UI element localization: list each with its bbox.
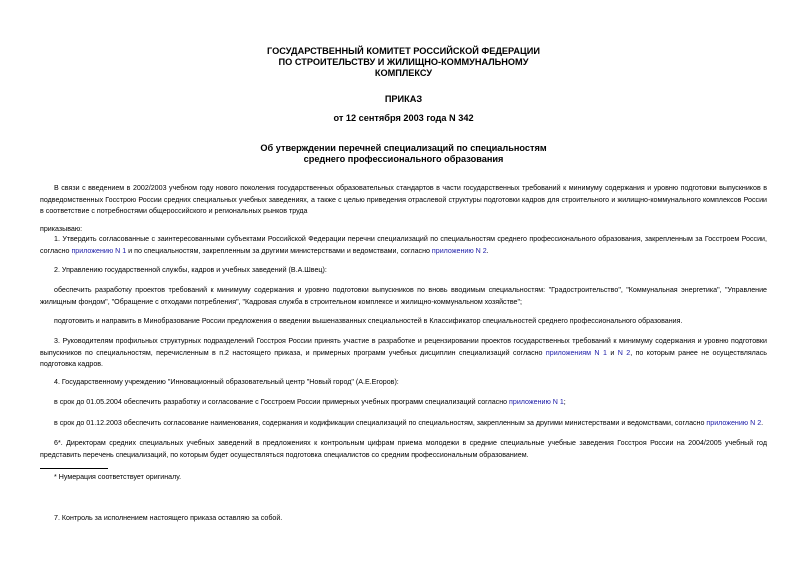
item-3-text-c: , по которым ранее не осуществлялась подготовка кадров.: [40, 348, 767, 369]
item-2-paragraph: 2. Управлению государственной службы, кадров и учебных заведений (В.А.Швец):: [54, 266, 327, 274]
item-4a-text-a: в срок до 01.05.2004 обеспечить разработку и согласование с Госстроем России примерных учебных программ специализаций согласно: [54, 398, 510, 406]
item-4b-text-b: .: [761, 419, 764, 427]
item-4-paragraph: 4. Государственному учреждению "Инновационный образовательный центр "Новый город" (А.Е.Егоров):: [54, 378, 399, 386]
appendix-1-link[interactable]: приложению N 1: [71, 246, 127, 255]
document-date: от 12 сентября 2003 года N 342: [333, 113, 474, 123]
item-4b-appendix-2-link[interactable]: приложению N 2: [706, 419, 762, 427]
issuing-organization: [150, 46, 657, 79]
appendix-n2-link[interactable]: N 2: [617, 348, 631, 357]
org-line-1: ГОСУДАРСТВЕННЫЙ КОМИТЕТ РОССИЙСКОЙ ФЕДЕРАЦИИ: [267, 46, 540, 56]
item-3-text-b: и: [606, 348, 618, 357]
appendices-1-link[interactable]: приложениям N 1: [545, 348, 607, 357]
item-4a-paragraph: [40, 397, 767, 409]
subject-line-1: Об утверждении перечней специализаций по специальностям: [260, 143, 547, 153]
footnote-text: * Нумерация соответствует оригиналу.: [54, 473, 182, 481]
item-1-text-a: 1. Утвердить согласованные с заинтересованными субъектами Российской Федерации перечни специализаций по специальностям среднего профессионального образования, закрепленным за Госстроем России, согласно: [40, 235, 767, 255]
item-2a-paragraph: обеспечить разработку проектов требований к минимуму содержания и уровню подготовки выпускников по вновь вводимым специальностям: "Градостроительство", "Коммунальная энергетика", "Управление жилищным фондом", "Обращение с отходами потребления", "Кадровая служба в строительном комплексе и жилищно-коммунальном хозяйстве";: [40, 286, 767, 306]
item-2b-paragraph: подготовить и направить в Минобразование России предложения о введении вышеназванных специальностей в Классификатор специальностей среднего профессионального образования.: [54, 317, 683, 325]
subject-line-2: среднего профессионального образования: [303, 154, 504, 164]
appendix-2-link[interactable]: приложению N 2: [431, 246, 487, 255]
item-1-text-b: и по специальностям, закрепленным за другими министерствами и ведомствами, согласно: [126, 246, 432, 255]
document-type: ПРИКАЗ: [384, 94, 423, 104]
intro-paragraph: В связи с введением в 2002/2003 учебном году нового поколения государственных образовательных стандартов в части государственных требований к минимуму содержания и уровню подготовки выпускников в подведомственных Госстрою России средних специальных учебных заведениях, а также с целью приведения отраслевой структуры подготовки кадров для строительного и жилищно-коммунального комплексов России в соответствие с потребностями общероссийского и региональных рынков труда: [40, 184, 767, 216]
item-7-paragraph: 7. Контроль за исполнением настоящего приказа оставляю за собой.: [54, 514, 283, 522]
org-line-2: ПО СТРОИТЕЛЬСТВУ И ЖИЛИЩНО-КОММУНАЛЬНОМУ: [278, 57, 529, 67]
item-4a-text-b: ;: [563, 398, 566, 406]
item-3-text-a: 3. Руководителям профильных структурных подразделений Госстроя России принять участие в разработке и рецензировании проектов государственных требований к минимуму содержания и уровню подготовки выпускников по специальностям, перечисленным в п.2 настоящего приказа, и примерных программ учебных дисциплин специализаций согласно: [40, 337, 767, 357]
item-6-paragraph: 6*. Директорам средних специальных учебных заведений в предложениях к контрольным цифрам приема молодежи в средние специальные учебные заведения Госстроя России на 2004/2005 учебный год представить перечень специализаций, по которым будет осуществляться подготовка специалистов со средним профессиональным образованием.: [40, 439, 767, 459]
item-1-paragraph: [40, 234, 767, 257]
order-word: приказываю:: [40, 225, 83, 233]
org-line-3: КОМПЛЕКСУ: [374, 68, 433, 78]
item-1-text-c: .: [486, 246, 489, 255]
item-4a-appendix-1-link[interactable]: приложению N 1: [509, 398, 564, 406]
item-4b-paragraph: [40, 418, 767, 430]
item-3-paragraph: [40, 336, 767, 371]
document-subject: [150, 143, 657, 165]
item-4b-text-a: в срок до 01.12.2003 обеспечить согласование наименования, содержания и кодификации специализаций по специальностям, закрепленным за другими министерствами и ведомствами, согласно: [54, 419, 707, 427]
footnote-separator: [40, 468, 108, 469]
